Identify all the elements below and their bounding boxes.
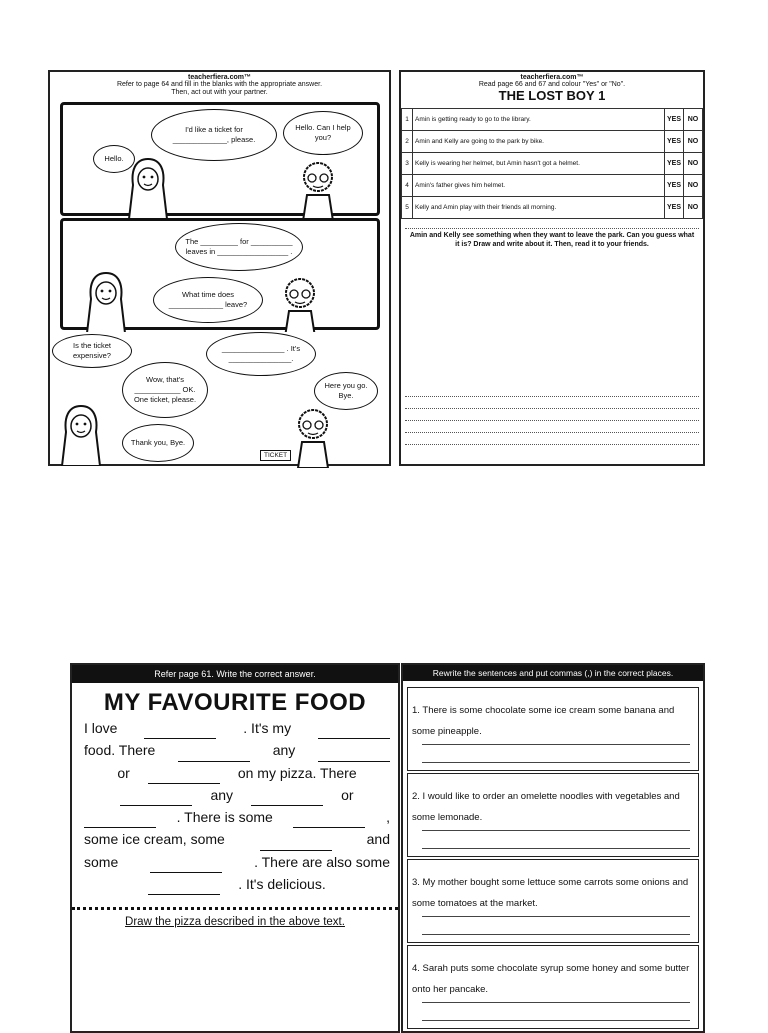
write-line[interactable]	[405, 396, 699, 397]
blank-input[interactable]	[178, 747, 250, 762]
row-statement: Amin is getting ready to go to the library.	[413, 109, 665, 131]
question-text: 1. There is some chocolate some ice cream some banana and some pineapple.	[412, 705, 675, 737]
row-number: 4	[402, 175, 413, 197]
blank-input[interactable]	[260, 836, 332, 851]
bubble-wow: Wow, that's ___________ OK. One ticket, please.	[122, 362, 208, 418]
answer-line[interactable]	[422, 1002, 690, 1003]
answer-line[interactable]	[422, 1020, 690, 1021]
answer-line[interactable]	[422, 848, 690, 849]
word: on my pizza. There	[237, 764, 357, 781]
blank-input[interactable]	[293, 813, 365, 828]
yes-option[interactable]: YES	[664, 197, 683, 219]
ws3-title: MY FAVOURITE FOOD	[103, 689, 367, 716]
row-number: 1	[402, 109, 413, 131]
bubble-hello: Hello.	[93, 145, 135, 173]
question-box	[407, 773, 699, 857]
question-box	[407, 687, 699, 771]
bubble-can-i-help: Hello. Can I help you?	[283, 111, 363, 155]
bubble-here-you-go: Here you go. Bye.	[314, 372, 378, 410]
word: some	[84, 853, 119, 870]
word: . There are also some	[254, 853, 390, 870]
row-statement: Amin and Kelly are going to the park by bike.	[413, 131, 665, 153]
write-line[interactable]	[405, 408, 699, 409]
yes-option[interactable]: YES	[664, 131, 683, 153]
ws1-instruction-1: Refer to page 64 and fill in the blanks with the appropriate answer.	[116, 81, 323, 88]
ws1-site: teacherfiera.com™	[187, 74, 252, 81]
girl-figure-icon	[58, 402, 104, 466]
write-line[interactable]	[405, 420, 699, 421]
word: any	[272, 742, 296, 759]
row-number: 2	[402, 131, 413, 153]
favourite-food-worksheet	[70, 663, 400, 1033]
ws2-title: THE LOST BOY 1	[498, 88, 606, 103]
comic-panel-1	[60, 102, 380, 216]
row-statement: Kelly is wearing her helmet, but Amin hasn't got a helmet.	[413, 153, 665, 175]
blank-input[interactable]	[84, 813, 156, 828]
table-row	[402, 131, 703, 153]
write-line[interactable]	[405, 444, 699, 445]
row-number: 3	[402, 153, 413, 175]
table-row	[402, 109, 703, 131]
word: . There is some	[176, 809, 273, 826]
bubble-what-time: What time does _____________ leave?	[153, 277, 263, 323]
no-option[interactable]: NO	[684, 109, 703, 131]
row-statement: Amin's father gives him helmet.	[413, 175, 665, 197]
question-text: 3. My mother bought some lettuce some carrots some onions and some tomatoes at the market.	[412, 877, 689, 909]
blank-input[interactable]	[120, 791, 192, 806]
no-option[interactable]: NO	[684, 131, 703, 153]
blank-input[interactable]	[144, 724, 216, 739]
answer-line[interactable]	[422, 934, 690, 935]
word: I love	[84, 720, 118, 736]
write-line[interactable]	[405, 432, 699, 433]
separator	[72, 907, 398, 910]
word: or	[117, 764, 130, 781]
bubble-ticket-request: I'd like a ticket for _____________, please.	[151, 109, 277, 161]
word: . It's my	[243, 720, 292, 736]
word: any	[210, 786, 234, 803]
table-row	[402, 153, 703, 175]
question-text: 2. I would like to order an omelette noodles with vegetables and some lemonade.	[412, 791, 680, 823]
answer-line[interactable]	[422, 744, 690, 745]
blank-input[interactable]	[251, 791, 323, 806]
separator	[405, 228, 699, 229]
row-statement: Kelly and Amin play with their friends all morning.	[413, 197, 665, 219]
question-box	[407, 945, 699, 1029]
word: and	[366, 831, 390, 848]
ws3-header: Refer page 61. Write the correct answer.	[72, 665, 398, 683]
ws4-header: Rewrite the sentences and put commas (,) in the correct places.	[403, 665, 703, 681]
blank-input[interactable]	[148, 769, 220, 784]
yes-no-table	[401, 108, 703, 219]
answer-line[interactable]	[422, 916, 690, 917]
word: some ice cream, some	[84, 831, 225, 848]
ws2-instruction: Read page 66 and 67 and colour "Yes" or "No".	[478, 81, 626, 88]
ticket-label: TICKET	[260, 450, 291, 461]
dialogue-worksheet	[48, 70, 391, 466]
question-box	[407, 859, 699, 943]
ws2-task: Amin and Kelly see something when they want to leave the park. Can you guess what it is? Draw and write about it. Then, read it to your friends.	[409, 232, 695, 248]
bubble-its-price: _______________ . It's _______________.	[206, 332, 316, 376]
blank-input[interactable]	[148, 880, 220, 895]
blank-input[interactable]	[318, 747, 390, 762]
bubble-thank-you: Thank you, Bye.	[122, 424, 194, 462]
ws2-site: teacherfiera.com™	[520, 74, 584, 81]
fill-in-paragraph	[84, 717, 390, 895]
question-text: 4. Sarah puts some chocolate syrup some honey and some butter onto her pancake.	[412, 963, 690, 995]
draw-instruction: Draw the pizza described in the above text.	[125, 916, 345, 928]
girl-figure-icon	[125, 155, 171, 219]
boy-figure-icon	[295, 157, 341, 221]
word: or	[341, 786, 354, 803]
comic-panel-2	[60, 218, 380, 330]
no-option[interactable]: NO	[684, 175, 703, 197]
no-option[interactable]: NO	[684, 197, 703, 219]
boy-figure-icon	[277, 273, 323, 337]
row-number: 5	[402, 197, 413, 219]
table-row	[402, 175, 703, 197]
answer-line[interactable]	[422, 830, 690, 831]
answer-line[interactable]	[422, 762, 690, 763]
boy-figure-icon	[290, 404, 336, 468]
word: food. There	[84, 742, 156, 759]
yes-option[interactable]: YES	[664, 175, 683, 197]
blank-input[interactable]	[318, 724, 390, 739]
no-option[interactable]: NO	[684, 153, 703, 175]
word: . It's delicious.	[238, 876, 326, 893]
girl-figure-icon	[83, 269, 129, 333]
blank-input[interactable]	[150, 858, 222, 873]
ws1-instruction-2: Then, act out with your partner.	[171, 89, 268, 96]
word: ,	[386, 809, 390, 826]
bubble-leaves-in: The _________ for __________ leaves in _________________ .	[175, 223, 303, 271]
yes-option[interactable]: YES	[664, 109, 683, 131]
table-row	[402, 197, 703, 219]
comic-panel-3	[60, 332, 380, 464]
yes-option[interactable]: YES	[664, 153, 683, 175]
lost-boy-worksheet	[399, 70, 705, 466]
commas-worksheet	[401, 663, 705, 1033]
bubble-expensive: Is the ticket expensive?	[52, 334, 132, 368]
